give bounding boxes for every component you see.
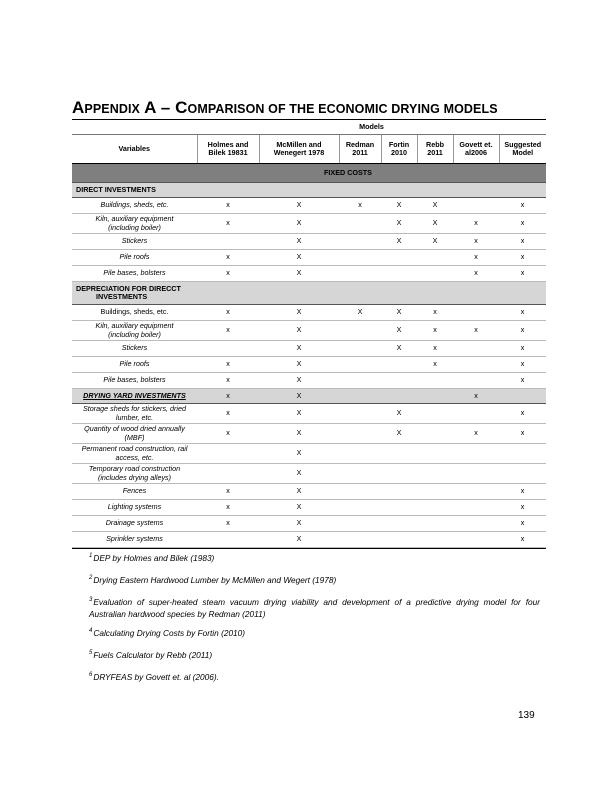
table-cell: x <box>197 266 259 282</box>
table-cell: X <box>381 404 417 424</box>
table-row <box>72 234 546 250</box>
column-header: Rebb 2011 <box>417 135 453 164</box>
table-cell <box>339 484 381 500</box>
table-cell <box>339 516 381 532</box>
table-cell: X <box>259 234 339 250</box>
table-row <box>72 341 546 357</box>
table-cell: X <box>381 198 417 214</box>
row-label: Stickers <box>72 341 197 357</box>
row-label: Drainage systems <box>72 516 197 532</box>
column-header: McMillen and Wenegert 1978 <box>259 135 339 164</box>
column-header: Redman 2011 <box>339 135 381 164</box>
row-label: Kiln, auxiliary equipment (including boiler) <box>72 214 197 234</box>
page-title: APPENDIX A – COMPARISON OF THE ECONOMIC DRYING MODELS <box>72 98 498 117</box>
table-cell <box>339 424 381 444</box>
table-cell <box>417 464 453 484</box>
table-cell: x <box>453 424 499 444</box>
table-cell <box>381 357 417 373</box>
table-cell <box>417 516 453 532</box>
table-cell: X <box>259 198 339 214</box>
table-cell <box>417 373 453 389</box>
table-cell: X <box>339 305 381 321</box>
table-cell <box>453 198 499 214</box>
table-row <box>72 357 546 373</box>
table-row <box>72 214 546 234</box>
table-row <box>72 516 546 532</box>
table-cell: x <box>499 404 546 424</box>
table-cell: x <box>453 321 499 341</box>
table-cell: x <box>499 373 546 389</box>
table-cell <box>453 484 499 500</box>
table-cell: X <box>259 516 339 532</box>
table-cell <box>417 532 453 548</box>
table-row <box>72 484 546 500</box>
table-cell: x <box>197 305 259 321</box>
row-label: Fences <box>72 484 197 500</box>
table-cell <box>339 404 381 424</box>
table-cell <box>381 532 417 548</box>
table-cell <box>499 464 546 484</box>
table-cell: x <box>197 250 259 266</box>
row-label: Permanent road construction, rail access, etc. <box>72 444 197 464</box>
table-cell <box>453 357 499 373</box>
table-cell: x <box>453 266 499 282</box>
table-cell <box>453 500 499 516</box>
table-cell <box>381 250 417 266</box>
table-cell <box>197 532 259 548</box>
table-cell: x <box>417 357 453 373</box>
category-direct-investments: DIRECT INVESTMENTS <box>72 183 197 198</box>
table-row <box>72 373 546 389</box>
table-cell: x <box>197 357 259 373</box>
table-cell <box>499 389 546 404</box>
table-cell <box>381 464 417 484</box>
table-row <box>72 424 546 444</box>
models-header: Models <box>197 120 546 135</box>
table-cell: x <box>197 214 259 234</box>
table-cell: X <box>259 404 339 424</box>
table-cell <box>339 321 381 341</box>
table-cell <box>453 404 499 424</box>
table-cell: X <box>259 373 339 389</box>
table-cell: x <box>499 250 546 266</box>
table-row <box>72 305 546 321</box>
row-label: Buildings, sheds, etc. <box>72 198 197 214</box>
table-cell <box>197 464 259 484</box>
table-cell <box>453 444 499 464</box>
table-cell <box>339 250 381 266</box>
page-number: 139 <box>518 710 535 721</box>
table-cell: X <box>259 389 339 404</box>
table-cell: x <box>499 266 546 282</box>
table-cell: x <box>417 321 453 341</box>
table-cell: X <box>381 321 417 341</box>
table-row <box>72 266 546 282</box>
table-cell: X <box>259 250 339 266</box>
table-cell: X <box>259 357 339 373</box>
table-cell: X <box>381 341 417 357</box>
table-row <box>72 444 546 464</box>
table-cell <box>197 341 259 357</box>
table-cell: x <box>197 500 259 516</box>
footnote-divider <box>72 548 546 549</box>
table-cell: X <box>259 500 339 516</box>
table-row <box>72 532 546 548</box>
table-cell: X <box>259 444 339 464</box>
table-cell <box>339 500 381 516</box>
row-label: Storage sheds for stickers, dried lumber, etc. <box>72 404 197 424</box>
table-cell: x <box>499 214 546 234</box>
table-cell <box>453 464 499 484</box>
column-header: Holmes and Bilek 19831 <box>197 135 259 164</box>
table-cell <box>381 500 417 516</box>
table-row <box>72 404 546 424</box>
table-cell <box>417 250 453 266</box>
variables-header: Variables <box>72 135 197 164</box>
table-cell: x <box>197 373 259 389</box>
table-cell <box>417 484 453 500</box>
footnote: $^5$Fuels Calculator by Rebb (2011) <box>89 650 213 660</box>
table-cell: X <box>381 305 417 321</box>
table-cell: X <box>381 214 417 234</box>
row-label: Pile roofs <box>72 357 197 373</box>
table-cell <box>453 373 499 389</box>
table-cell: x <box>499 341 546 357</box>
table-cell <box>339 532 381 548</box>
table-cell <box>453 516 499 532</box>
table-cell: X <box>417 198 453 214</box>
table-row <box>72 198 546 214</box>
footnote: $^1$DEP by Holmes and Bilek (1983) <box>89 553 215 563</box>
table-cell <box>417 500 453 516</box>
table-cell <box>381 266 417 282</box>
table-row <box>72 250 546 266</box>
table-cell <box>339 373 381 389</box>
table-cell <box>453 305 499 321</box>
category-depreciation: DEPRECIATION FOR DIRECCT INVESTMENTS <box>72 282 197 305</box>
table-cell <box>381 373 417 389</box>
row-label: Pile bases, bolsters <box>72 373 197 389</box>
table-cell <box>453 532 499 548</box>
table-cell <box>417 444 453 464</box>
footnote: $^6$DRYFEAS by Govett et. al (2006). <box>89 672 219 682</box>
table-cell: x <box>197 484 259 500</box>
table-cell: x <box>499 305 546 321</box>
table-cell <box>453 341 499 357</box>
table-cell: x <box>453 234 499 250</box>
table-cell: x <box>197 389 259 404</box>
column-header: Fortin 2010 <box>381 135 417 164</box>
table-cell: x <box>499 198 546 214</box>
table-cell <box>417 404 453 424</box>
table-cell: x <box>417 305 453 321</box>
row-label: Pile bases, bolsters <box>72 266 197 282</box>
table-cell: x <box>197 198 259 214</box>
row-label: Quantity of wood dried annually (MBF) <box>72 424 197 444</box>
table-cell: X <box>259 484 339 500</box>
table-cell <box>197 234 259 250</box>
row-label: Temporary road construction (includes drying alleys) <box>72 464 197 484</box>
table-cell <box>417 424 453 444</box>
table-cell: x <box>499 516 546 532</box>
table-cell: X <box>259 424 339 444</box>
table-cell: X <box>259 305 339 321</box>
table-cell: x <box>499 234 546 250</box>
footnote: $^2$Drying Eastern Hardwood Lumber by McMillen and Wegert (1978) <box>89 575 337 585</box>
table-cell: X <box>259 532 339 548</box>
table-cell: x <box>499 500 546 516</box>
table-row <box>72 500 546 516</box>
row-label: Sprinkler systems <box>72 532 197 548</box>
row-label: Buildings, sheds, etc. <box>72 305 197 321</box>
footnote: $^4$Calculating Drying Costs by Fortin (2010) <box>89 628 246 638</box>
table-cell: X <box>381 424 417 444</box>
comparison-table <box>72 119 546 548</box>
table-cell: x <box>197 424 259 444</box>
table-cell <box>417 389 453 404</box>
table-cell: X <box>259 464 339 484</box>
table-cell: X <box>259 341 339 357</box>
column-header: Govett et. al2006 <box>453 135 499 164</box>
table-cell: x <box>197 321 259 341</box>
column-header: Suggested Model <box>499 135 546 164</box>
table-cell <box>339 234 381 250</box>
category-drying-yard: DRYING YARD INVESTMENTS <box>72 389 197 404</box>
table-cell <box>339 266 381 282</box>
table-cell: X <box>259 266 339 282</box>
row-label: Kiln, auxiliary equipment (including boiler) <box>72 321 197 341</box>
table-cell: x <box>499 357 546 373</box>
table-cell: X <box>259 214 339 234</box>
table-cell <box>339 341 381 357</box>
table-cell: x <box>499 484 546 500</box>
table-cell <box>381 444 417 464</box>
table-cell: x <box>453 214 499 234</box>
table-row <box>72 464 546 484</box>
table-cell: x <box>499 424 546 444</box>
table-cell: x <box>499 532 546 548</box>
footnote: $^3$Evaluation of super-heated steam vacuum drying viability and development of a predictive drying model for four Australian hardwood species by Redman (2011) <box>89 597 540 620</box>
row-label: Stickers <box>72 234 197 250</box>
table-cell <box>499 444 546 464</box>
fixed-costs-header: FIXED COSTS <box>197 164 499 183</box>
table-cell: x <box>197 516 259 532</box>
table-cell <box>381 389 417 404</box>
table-cell: x <box>417 341 453 357</box>
table-cell <box>381 516 417 532</box>
table-cell: X <box>417 234 453 250</box>
table-cell <box>381 484 417 500</box>
table-cell: x <box>197 404 259 424</box>
table-cell <box>339 464 381 484</box>
table-cell: x <box>453 389 499 404</box>
table-cell <box>339 444 381 464</box>
table-cell: X <box>381 234 417 250</box>
table-cell <box>417 266 453 282</box>
table-cell <box>197 444 259 464</box>
table-cell: X <box>259 321 339 341</box>
table-cell <box>339 357 381 373</box>
table-cell: x <box>453 250 499 266</box>
table-cell: x <box>499 321 546 341</box>
table-cell: x <box>339 198 381 214</box>
row-label: Pile roofs <box>72 250 197 266</box>
table-cell <box>339 214 381 234</box>
table-cell <box>339 389 381 404</box>
table-cell: X <box>417 214 453 234</box>
table-row <box>72 321 546 341</box>
row-label: Lighting systems <box>72 500 197 516</box>
